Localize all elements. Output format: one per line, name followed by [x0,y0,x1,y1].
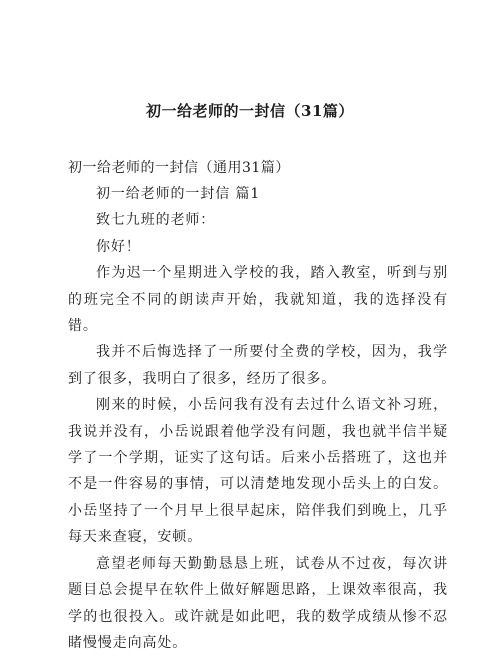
document-title: 初一给老师的一封信（31篇） [146,102,354,120]
body-paragraph: 我并不后悔选择了一所要付全费的学校，因为，我学到了很多，我明白了很多，经历了很多。 [68,344,448,387]
greeting: 你好！ [96,238,141,255]
document-body [68,181,448,656]
body-paragraph: 意望老师每天勤勤恳恳上班，试卷从不过夜，每次讲题目总会提早在软件上做好解题思路，上课效率很高，我学的也很投入。或许就是如此吧，我的数学成绩从惨不忍睹慢慢走向高处。 [68,555,448,651]
salutation: 致七九班的老师： [96,212,216,229]
body-paragraph: 刚来的时候，小岳问我有没有去过什么语文补习班，我说并没有，小岳说跟着他学没有问题，我也就半信半疑学了一个学期，证实了这句话。后来小岳搭班了，这也并不是一件容易的事情，可以清楚地发现小岳头上的白发。小岳坚持了一个月早上很早起床，陪伴我们到晚上，几乎每天来查寝，安顿。 [68,397,448,546]
section-heading: 初一给老师的一封信 篇1 [96,186,261,202]
body-paragraph: 作为迟一个星期进入学校的我，踏入教室，听到与别的班完全不同的朗读声开始，我就知道，我的选择没有错。 [68,265,448,335]
document-subtitle: 初一给老师的一封信（通用31篇） [68,160,290,176]
